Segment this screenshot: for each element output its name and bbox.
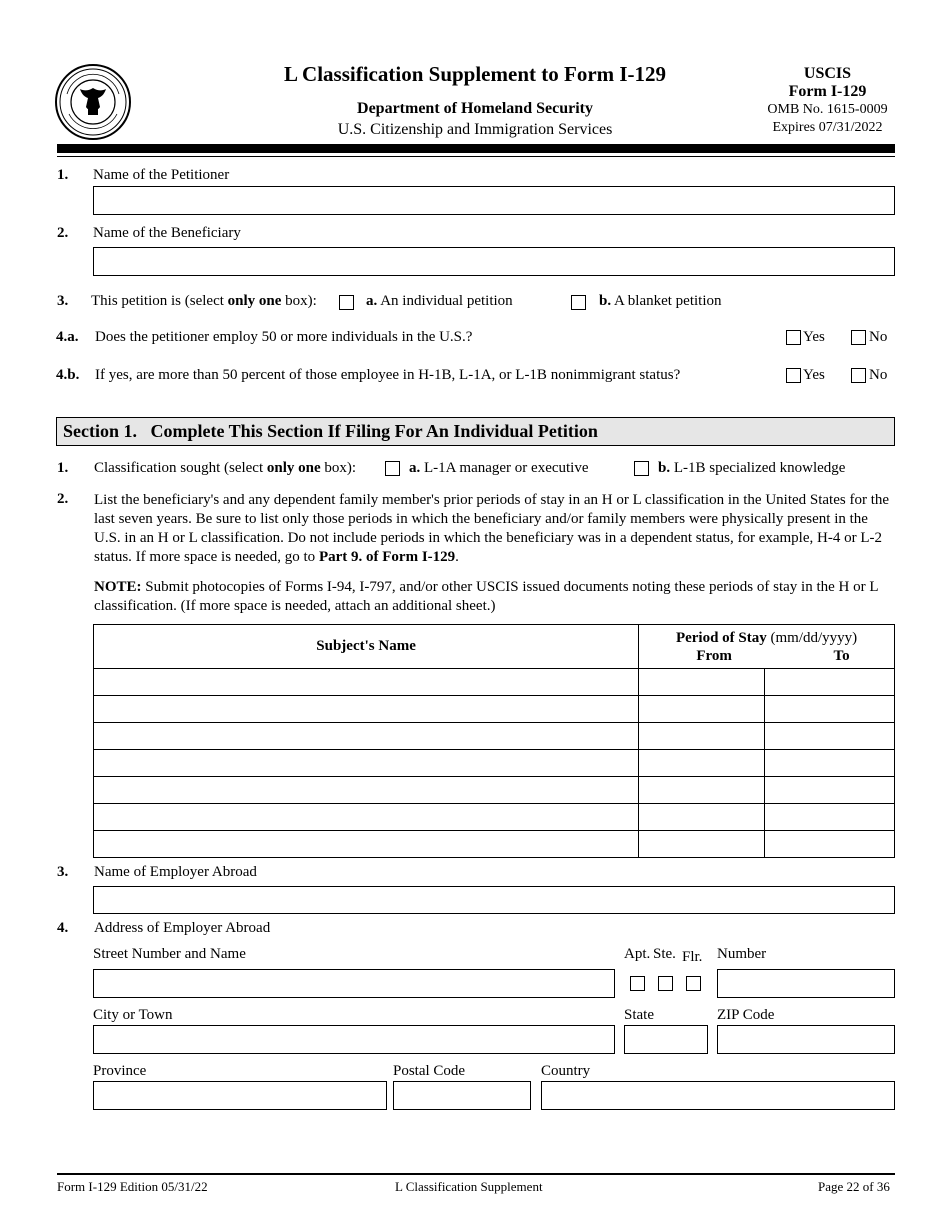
apt-checkbox[interactable]: [630, 976, 645, 991]
table-row: [94, 696, 895, 723]
l1b-label: b. L-1B specialized knowledge: [658, 460, 846, 476]
footer-divider: [57, 1173, 895, 1175]
employ-50-question: Does the petitioner employ 50 or more individuals in the U.S.?: [95, 329, 473, 345]
prior-stay-table: [93, 624, 895, 858]
photocopies-note: NOTE: Submit photocopies of Forms I-94, I-797, and/or other USCIS issued documents noting these periods of stay in the H or L classification. (If more space is needed, attach an additional sheet.): [94, 579, 878, 614]
stay-from-cell[interactable]: [639, 696, 765, 723]
stay-to-cell[interactable]: [765, 804, 895, 831]
stay-from-cell[interactable]: [639, 750, 765, 777]
header-divider-thick: [57, 144, 895, 153]
omb-number: OMB No. 1615-0009: [767, 102, 888, 117]
q4a-number: 4.a.: [56, 329, 79, 345]
fifty-percent-question: If yes, are more than 50 percent of those employee in H-1B, L-1A, or L-1B nonimmigrant status?: [95, 367, 681, 383]
s1-q2-number: 2.: [57, 491, 69, 507]
apt-label: Apt.: [624, 946, 651, 962]
form-id: Form I-129: [788, 83, 867, 100]
stay-to-cell[interactable]: [765, 777, 895, 804]
subject-name-header: Subject's Name: [94, 625, 639, 669]
blanket-petition-label: b. A blanket petition: [599, 293, 722, 309]
blanket-petition-checkbox[interactable]: [571, 295, 586, 310]
to-header: To: [833, 647, 850, 664]
postal-code-label: Postal Code: [393, 1063, 466, 1079]
q4b-number: 4.b.: [56, 367, 80, 383]
flr-checkbox[interactable]: [686, 976, 701, 991]
footer-edition: Form I-129 Edition 05/31/22: [57, 1179, 208, 1194]
ste-label: Ste.: [653, 946, 676, 962]
employ-50-yes-label: Yes: [803, 329, 825, 345]
l1a-label: a. L-1A manager or executive: [409, 460, 589, 476]
individual-petition-label: a. An individual petition: [366, 293, 513, 309]
stay-from-cell[interactable]: [639, 777, 765, 804]
petitioner-name-field[interactable]: [93, 186, 895, 215]
province-field[interactable]: [93, 1081, 387, 1110]
table-row: [94, 804, 895, 831]
section-1-header: Section 1. Complete This Section If Filing For An Individual Petition: [56, 417, 895, 446]
stay-to-cell[interactable]: [765, 723, 895, 750]
zip-label: ZIP Code: [717, 1007, 775, 1023]
employ-50-no-checkbox[interactable]: [851, 330, 866, 345]
unit-number-field[interactable]: [717, 969, 895, 998]
stay-from-cell[interactable]: [639, 669, 765, 696]
stay-from-cell[interactable]: [639, 831, 765, 858]
street-field[interactable]: [93, 969, 615, 998]
table-row: [94, 750, 895, 777]
period-of-stay-header: Period of Stay (mm/dd/yyyy) From To: [639, 625, 895, 669]
beneficiary-name-field[interactable]: [93, 247, 895, 276]
from-header: From: [696, 647, 732, 664]
number-label: Number: [717, 946, 767, 962]
agency-short: USCIS: [803, 65, 852, 82]
form-title: L Classification Supplement to Form I-129: [283, 62, 667, 86]
country-label: Country: [541, 1063, 591, 1079]
employ-50-no-label: No: [869, 329, 888, 345]
footer-page: Page 22 of 36: [818, 1179, 890, 1194]
petitioner-name-label: Name of the Petitioner: [93, 167, 230, 183]
subject-name-cell[interactable]: [94, 777, 639, 804]
subject-name-cell[interactable]: [94, 723, 639, 750]
state-label: State: [624, 1007, 654, 1023]
city-field[interactable]: [93, 1025, 615, 1054]
fifty-percent-no-checkbox[interactable]: [851, 368, 866, 383]
stay-to-cell[interactable]: [765, 831, 895, 858]
state-field[interactable]: [624, 1025, 708, 1054]
employer-abroad-field[interactable]: [93, 886, 895, 914]
subject-name-cell[interactable]: [94, 696, 639, 723]
fifty-percent-yes-label: Yes: [803, 367, 825, 383]
ste-checkbox[interactable]: [658, 976, 673, 991]
table-row: [94, 723, 895, 750]
petition-type-question: This petition is (select only one box):: [91, 293, 317, 309]
subject-name-cell[interactable]: [94, 750, 639, 777]
dhs-seal-icon: [55, 64, 131, 140]
stay-from-cell[interactable]: [639, 804, 765, 831]
postal-code-field[interactable]: [393, 1081, 531, 1110]
city-label: City or Town: [93, 1007, 173, 1023]
header-divider-thin: [57, 156, 895, 157]
prior-stay-instructions: List the beneficiary's and any dependent family member's prior periods of stay in an H or L classification in the United States for the last seven years. Be sure to list only those periods in which the beneficiary and/or family members were physically present in the U.S. in an H or L classification. Do not include periods in which the beneficiary was in a dependent status, for example, H-4 or L-2 status. If more space is needed, go to Part 9. of Form I-129.: [94, 492, 890, 565]
flr-label: Flr.: [682, 949, 703, 965]
q2-number: 2.: [57, 225, 69, 241]
agency-name: U.S. Citizenship and Immigration Services: [337, 121, 613, 138]
fifty-percent-yes-checkbox[interactable]: [786, 368, 801, 383]
expiration-date: Expires 07/31/2022: [772, 120, 883, 135]
country-field[interactable]: [541, 1081, 895, 1110]
stay-to-cell[interactable]: [765, 750, 895, 777]
department-name: Department of Homeland Security: [357, 100, 593, 117]
stay-to-cell[interactable]: [765, 696, 895, 723]
q3-number: 3.: [57, 293, 69, 309]
table-row: [94, 669, 895, 696]
employer-address-label: Address of Employer Abroad: [94, 920, 271, 936]
zip-field[interactable]: [717, 1025, 895, 1054]
beneficiary-name-label: Name of the Beneficiary: [93, 225, 241, 241]
footer-title: L Classification Supplement: [395, 1179, 543, 1194]
subject-name-cell[interactable]: [94, 831, 639, 858]
subject-name-cell[interactable]: [94, 804, 639, 831]
stay-from-cell[interactable]: [639, 723, 765, 750]
street-label: Street Number and Name: [93, 946, 246, 962]
stay-to-cell[interactable]: [765, 669, 895, 696]
s1-q4-number: 4.: [57, 920, 69, 936]
form-identifier-block: [755, 65, 900, 137]
fifty-percent-no-label: No: [869, 367, 888, 383]
s1-q3-number: 3.: [57, 864, 69, 880]
q1-number: 1.: [57, 167, 69, 183]
l1a-checkbox[interactable]: [385, 461, 400, 476]
classification-question: Classification sought (select only one box):: [94, 460, 357, 476]
province-label: Province: [93, 1063, 147, 1079]
s1-q1-number: 1.: [57, 460, 69, 476]
employ-50-yes-checkbox[interactable]: [786, 330, 801, 345]
table-row: [94, 831, 895, 858]
table-row: [94, 777, 895, 804]
subject-name-cell[interactable]: [94, 669, 639, 696]
employer-abroad-label: Name of Employer Abroad: [94, 864, 257, 880]
individual-petition-checkbox[interactable]: [339, 295, 354, 310]
l1b-checkbox[interactable]: [634, 461, 649, 476]
